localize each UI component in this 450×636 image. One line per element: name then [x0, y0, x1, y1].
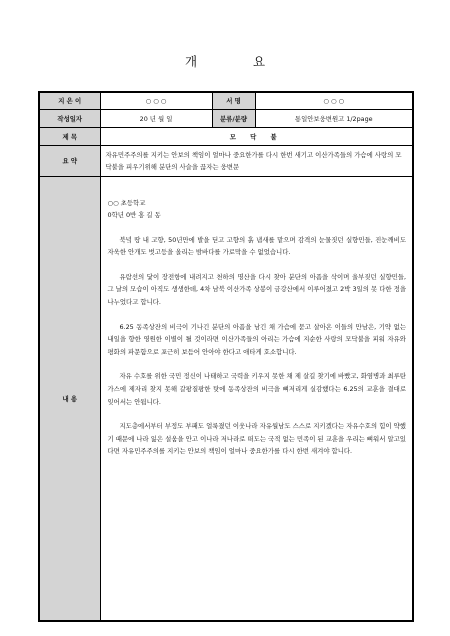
student-line: 0학년 0반 홍 길 동: [107, 211, 161, 220]
body-label: 내 용: [39, 176, 100, 621]
category-value: 통일안보웅변원고 1/2page: [255, 109, 413, 127]
body-paragraph-5: 지도층에서부터 부정도 부패도 얼룩졌던 이웃나라 자유월남도 스스로 지키겠다는 자유수호의 힘이 약했기 때문에 나라 잃은 설움을 안고 이나라 저나라로 떠도는 국적 없는 민족이 된 교훈을 우리는 뼈워서 알고있다면 자유민주주의를 지키는 안보의 책임이 얼마나 중요한가를 다시 한번 새겨야 합니다.: [107, 422, 406, 456]
subject-value: 모 닥 불: [100, 127, 413, 145]
body-paragraph-3: 6.25 동족상잔의 비극이 기나긴 분단의 아픔을 남긴 채 가슴에 묻고 살아온 이들의 만남은, 기약 없는 내일을 향한 영원한 이별이 될 것이라면 이산가족들의 아리는 가슴에 지순한 사랑의 모닥불을 피워 자유와 평화의 파문함으로 포근히 보듬어 안아야 한다고 애타게 호소합니다.: [107, 322, 406, 356]
date-value: 20 년 월 일: [100, 109, 212, 127]
subject-label: 제 목: [39, 127, 100, 145]
school-line: ○○ 초등학교: [107, 198, 146, 207]
date-label: 작성일자: [39, 109, 100, 127]
name-label: 서 명: [212, 92, 255, 109]
body-content: [100, 176, 413, 621]
summary-label: 요 약: [39, 145, 100, 176]
page-title: 개 요: [184, 54, 292, 69]
summary-value: 자유민주주의를 지키는 안보의 책임이 얼마나 중요한가를 다시 한번 새기고 이산가족들의 가슴에 사랑의 모닥불을 피우기위해 분단의 사슬을 끊자는 웅변문: [100, 145, 413, 176]
name-value: ○ ○ ○: [255, 92, 413, 109]
body-paragraph-4: 자유 수호를 위한 국민 정신이 나태하고 국력을 키우지 못한 채 제 살길 찾기에 바빴고, 화염병과 최루탄 가스에 제자리 찾지 못해 갈팡질팡한 탓에 동족상잔의 비극을 뼈저리게 실감했다는 6.25의 교훈을 결대로 잊어서는 안됩니다.: [107, 372, 406, 406]
body-paragraph-1: 북녘 땅 내 고향, 50년만에 발을 딛고 고향의 흙 냄새를 맡으며 감격의 눈물짓던 실향민들, 진눈깨비도 자욱한 안개도 벗고등을 올리는 밤바다를 가로막을 수 없었습니다.: [107, 235, 406, 257]
author-value: ○ ○ ○: [100, 92, 212, 109]
category-label: 분류/분량: [212, 109, 255, 127]
author-label: 지 은 이: [39, 92, 100, 109]
body-paragraph-2: 유람선의 닻이 장전항에 내려지고 천하의 명산을 다시 찾아 분단의 아픔을 삭이며 울부짖던 실향민들, 그 날의 모습이 아직도 생생한데, 4차 남북 이산가족 상봉이 금강산에서 이루어졌고 2박 3일의 못 다한 정을 나누었다고 합니다.: [107, 272, 406, 307]
summary-form-table: [38, 91, 414, 622]
